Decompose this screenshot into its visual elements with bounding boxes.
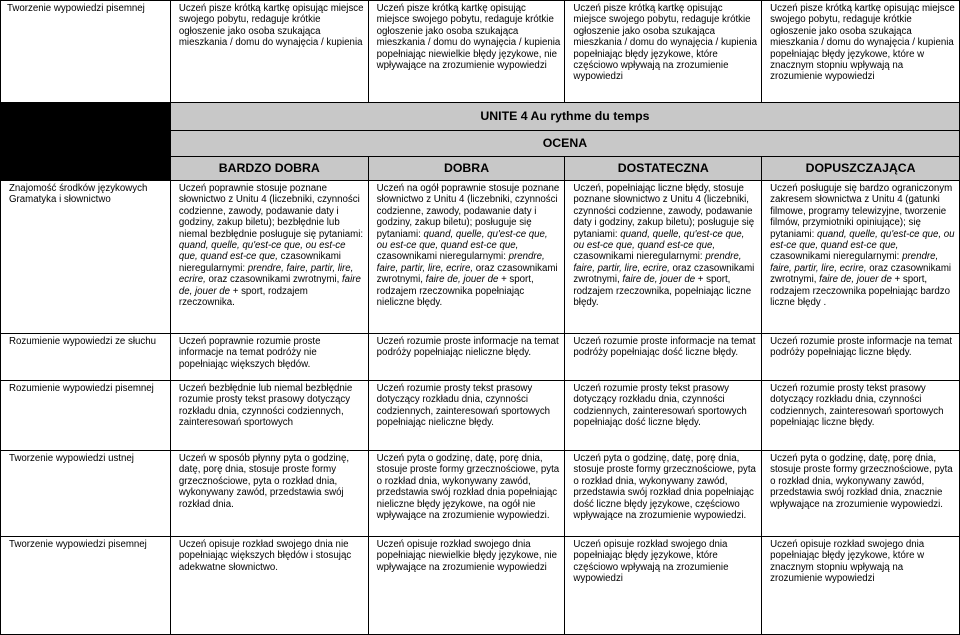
ocena-heading: OCENA xyxy=(170,131,959,157)
grade-heading: DOPUSZCZAJĄCA xyxy=(762,157,960,181)
criteria-cell: Uczeń rozumie proste informacje na temat podróży popełniając nieliczne błędy. xyxy=(368,334,565,381)
row-label: Tworzenie wypowiedzi pisemnej xyxy=(1,1,171,103)
row-label: Rozumienie wypowiedzi ze słuchu xyxy=(1,334,171,381)
criteria-cell: Uczeń rozumie proste informacje na temat podróży popełniając liczne błędy. xyxy=(762,334,960,381)
header-corner xyxy=(1,103,171,181)
grade-heading: DOSTATECZNA xyxy=(565,157,762,181)
table-row xyxy=(1,334,960,381)
criteria-cell: Uczeń poprawnie stosuje poznane słownictwo z Unitu 4 (liczebniki, czynności codzienne, zawody, podawanie daty i godziny, zakup biletu); bezbłędnie lub niemal bezbłędnie posługuje się pytaniami: quand, quelle, qu'est-ce que, ou est-ce que, quand est-ce que, czasownikami nieregularnymi: prendre, faire, partir, lire, ecrire, oraz czasownikami zwrotnymi, faire de, jouer de + sport, rodzajem rzeczownika. xyxy=(170,181,368,334)
criteria-cell: Uczeń opisuje rozkład swojego dnia popełniając błędy językowe, które częściowo wpływają na zrozumienie wypowiedzi xyxy=(565,537,762,635)
row-label: Znajomość środków językowych Gramatyka i słownictwo xyxy=(1,181,171,334)
criteria-cell: Uczeń pisze krótką kartkę opisując miejsce swojego pobytu, redaguje krótkie ogłoszenie jako osoba szukająca mieszkania / domu do wynajęcia / kupienia popełniając błędy językowe, które częściowo wpływają na zrozumienie wypowiedzi xyxy=(565,1,762,103)
criteria-cell: Uczeń pyta o godzinę, datę, porę dnia, stosuje proste formy grzecznościowe, pyta o rozkład dnia, wykonywany zawód, przedstawia swój rozkład dnia popełniając dość liczne błędy językowe, częściowo wpływające na zrozumienie wypowiedzi. xyxy=(565,451,762,537)
criteria-cell: Uczeń pisze krótką kartkę opisując miejsce swojego pobytu, redaguje krótkie ogłoszenie jako osoba szukająca mieszkania / domu do wynajęcia / kupienia popełniając niewielkie błędy językowe, nie wpływające na zrozumienie wypowiedzi xyxy=(368,1,565,103)
criteria-cell: Uczeń pisze krótką kartkę opisując miejsce swojego pobytu, redaguje krótkie ogłoszenie jako osoba szukająca mieszkania / domu do wynajęcia / kupienia popełniając błędy językowe, które w znacznym stopniu wpływają na zrozumienie wypowiedzi xyxy=(762,1,960,103)
unit-title: UNITE 4 Au rythme du temps xyxy=(170,103,959,131)
table-row xyxy=(1,181,960,334)
table-row xyxy=(1,537,960,635)
criteria-cell: Uczeń poprawnie rozumie proste informacje na temat podróży nie popełniając większych błędów. xyxy=(170,334,368,381)
table-row xyxy=(1,381,960,451)
row-label: Tworzenie wypowiedzi pisemnej xyxy=(1,537,171,635)
row-label: Rozumienie wypowiedzi pisemnej xyxy=(1,381,171,451)
table-row xyxy=(1,451,960,537)
criteria-cell: Uczeń pyta o godzinę, datę, porę dnia, stosuje proste formy grzecznościowe, pyta o rozkład dnia, wykonywany zawód, przedstawia swój rozkład dnia popełniając nieliczne błędy językowe, na ogół nie wpływające na zrozumienie wypowiedzi. xyxy=(368,451,565,537)
criteria-cell: Uczeń opisuje rozkład swojego dnia nie popełniając większych błędów i stosując adekwatne słownictwo. xyxy=(170,537,368,635)
grade-heading: BARDZO DOBRA xyxy=(170,157,368,181)
criteria-cell: Uczeń posługuje się bardzo ograniczonym zakresem słownictwa z Unitu 4 (gatunki filmowe, programy telewizyjne, tworzenie filmów, przymiotniki opiniujące); się pytaniami: quand, quelle, qu'est-ce que, ou est-ce que, quand est-ce que, czasownikami nieregularnymi: prendre, faire, partir, lire, ecrire, oraz czasownikami zwrotnymi, faire de, jouer de + sport, rodzajem rzeczownika popełniając bardzo liczne błędy . xyxy=(762,181,960,334)
row-label: Tworzenie wypowiedzi ustnej xyxy=(1,451,171,537)
criteria-cell: Uczeń rozumie prosty tekst prasowy dotyczący rozkładu dnia, czynności codziennych, zainteresowań sportowych popełniając dość liczne błędy. xyxy=(565,381,762,451)
criteria-cell: Uczeń rozumie proste informacje na temat podróży popełniając dość liczne błędy. xyxy=(565,334,762,381)
criteria-cell: Uczeń, popełniając liczne błędy, stosuje poznane słownictwo z Unitu 4 (liczebniki, czynności codzienne, zawody, podawanie daty i godziny, zakup biletu); posługuje się pytaniami: quand, quelle, qu'est-ce que, ou est-ce que, quand est-ce que, czasownikami nieregularnymi: prendre, faire, partir, lire, ecrire, oraz czasownikami zwrotnymi, faire de, jouer de + sport, rodzajem rzeczownika, popełniając liczne błędy. xyxy=(565,181,762,334)
criteria-cell: Uczeń pyta o godzinę, datę, porę dnia, stosuje proste formy grzecznościowe, pyta o rozkład dnia, wykonywany zawód, przedstawia swój rozkład dnia, znacznie wpływające na zrozumienie wypowiedzi. xyxy=(762,451,960,537)
criteria-cell: Uczeń rozumie prosty tekst prasowy dotyczący rozkładu dnia, czynności codziennych, zainteresowań sportowych popełniając liczne błędy. xyxy=(762,381,960,451)
criteria-cell: Uczeń w sposób płynny pyta o godzinę, datę, porę dnia, stosuje proste formy grzecznościowe, pyta o rozkład dnia, wykonywany zawód, przedstawia swój rozkład dnia. xyxy=(170,451,368,537)
criteria-cell: Uczeń na ogół poprawnie stosuje poznane słownictwo z Unitu 4 (liczebniki, czynności codzienne, zawody, podawanie daty i godziny, zakup biletu); posługuje się pytaniami: quand, quelle, qu'est-ce que, ou est-ce que, quand est-ce que, czasownikami nieregularnymi: prendre, faire, partir, lire, ecrire, oraz czasownikami zwrotnymi, faire de, jouer de + sport, rodzajem rzeczownika popełniając nieliczne błędy. xyxy=(368,181,565,334)
criteria-cell: Uczeń pisze krótką kartkę opisując miejsce swojego pobytu, redaguje krótkie ogłoszenie jako osoba szukająca mieszkania / domu do wynajęcia / kupienia xyxy=(170,1,368,103)
table-row xyxy=(1,1,960,103)
criteria-cell: Uczeń opisuje rozkład swojego dnia popełniając błędy językowe, które w znacznym stopniu wpływają na zrozumienie wypowiedzi xyxy=(762,537,960,635)
grades-header-table xyxy=(0,102,960,181)
criteria-cell: Uczeń bezbłędnie lub niemal bezbłędnie rozumie prosty tekst prasowy dotyczący rozkładu dnia, czynności codziennych, zainteresowań sportowych xyxy=(170,381,368,451)
criteria-table xyxy=(0,180,960,635)
grade-heading: DOBRA xyxy=(368,157,565,181)
criteria-cell: Uczeń rozumie prosty tekst prasowy dotyczący rozkładu dnia, czynności codziennych, zainteresowań sportowych popełniając nieliczne błędy. xyxy=(368,381,565,451)
top-criteria-table xyxy=(0,0,960,103)
criteria-cell: Uczeń opisuje rozkład swojego dnia popełniając niewielkie błędy językowe, nie wpływające na zrozumienie wypowiedzi xyxy=(368,537,565,635)
